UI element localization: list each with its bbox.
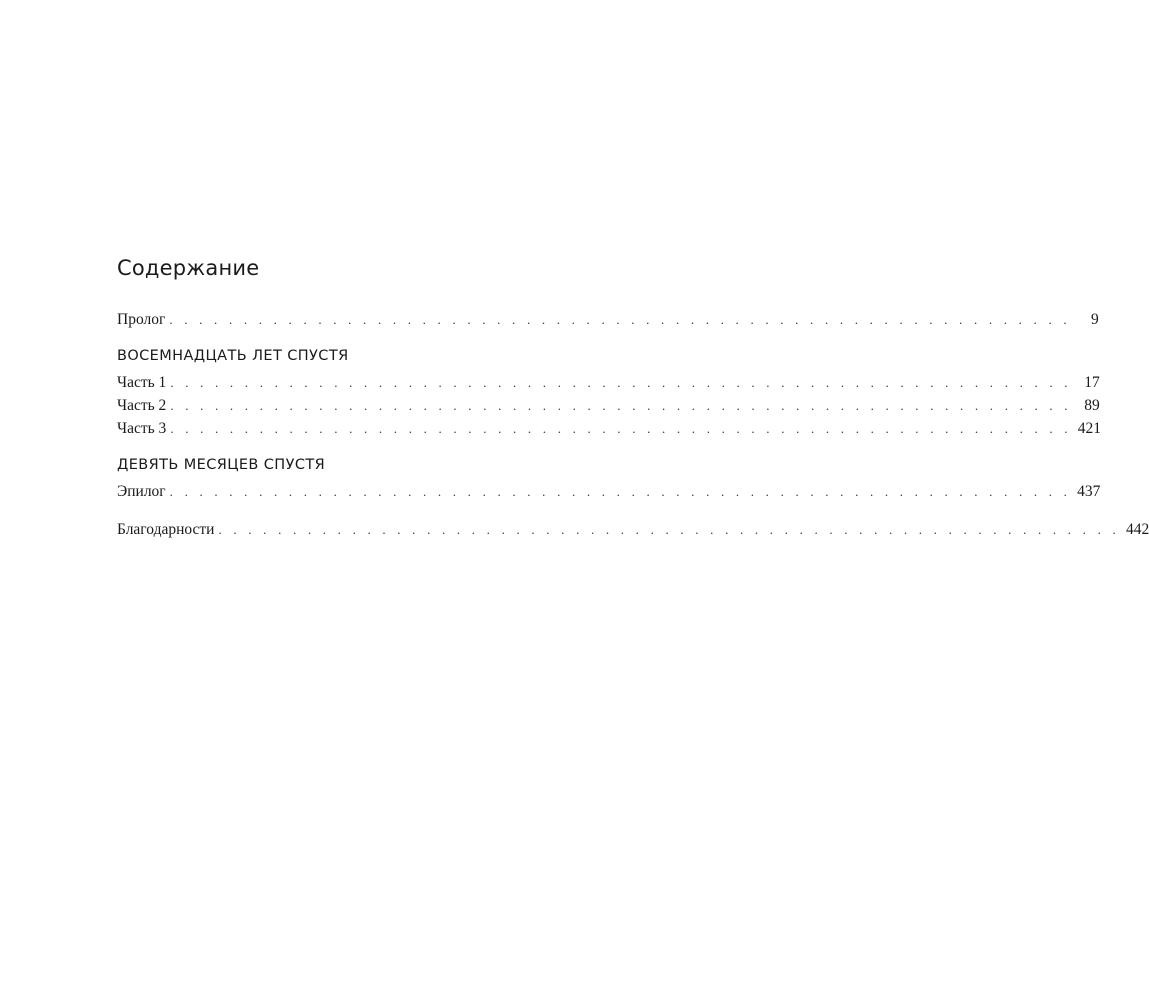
toc-entry-page: 437 (1077, 483, 1101, 500)
toc-entry-prologue[interactable] (117, 308, 1099, 331)
toc-entry-part-1[interactable] (117, 371, 1100, 394)
section-heading-nine-months-later: ДЕВЯТЬ МЕСЯЦЕВ СПУСТЯ (117, 457, 326, 473)
dot-leader: . . . . . . . . . . . . . . . . . . . . . . . . . . . . . . . . . . . . . . . . . . . . . . . . . . . . . . . . . . . . . (170, 375, 1072, 390)
toc-entry-label: Пролог (117, 311, 166, 328)
toc-entry-epilogue[interactable] (117, 480, 1101, 503)
toc-entry-page: 17 (1084, 374, 1100, 391)
dot-leader: . . . . . . . . . . . . . . . . . . . . . . . . . . . . . . . . . . . . . . . . . . . . . . . . . . . . . . . . . . . . . (170, 421, 1072, 436)
dot-leader: . . . . . . . . . . . . . . . . . . . . . . . . . . . . . . . . . . . . . . . . . . . . . . . . . . . . . . . . . . . . . (169, 484, 1072, 499)
toc-entry-page: 421 (1077, 420, 1102, 437)
toc-entry-label: Часть 3 (117, 420, 167, 437)
spacer (117, 503, 579, 518)
toc-entry-page: 89 (1084, 397, 1100, 414)
section-heading-eighteen-years-later: ВОСЕМНАДЦАТЬ ЛЕТ СПУСТЯ (117, 348, 349, 364)
toc-entry-acknowledgements[interactable] (117, 518, 1149, 541)
toc-entry-page: 9 (1091, 311, 1099, 328)
dot-leader: . . . . . . . . . . . . . . . . . . . . . . . . . . . . . . . . . . . . . . . . . . . . . . . . . . . . . . . . . . . . . (169, 312, 1071, 327)
toc-title: Содержание (117, 256, 260, 280)
toc-entry-label: Благодарности (117, 521, 215, 538)
toc-entry-part-3[interactable] (117, 417, 1102, 440)
dot-leader: . . . . . . . . . . . . . . . . . . . . . . . . . . . . . . . . . . . . . . . . . . . . . . . . . . . . . . . . . . . . . (218, 522, 1120, 537)
toc-entry-page: 442 (1125, 521, 1149, 538)
dot-leader: . . . . . . . . . . . . . . . . . . . . . . . . . . . . . . . . . . . . . . . . . . . . . . . . . . . . . . . . . . . . . (170, 398, 1072, 413)
toc-entry-part-2[interactable] (117, 394, 1100, 417)
toc-entry-label: Эпилог (117, 483, 166, 500)
toc-entry-label: Часть 2 (117, 397, 167, 414)
toc-entry-label: Часть 1 (117, 374, 167, 391)
table-of-contents (117, 254, 1149, 541)
